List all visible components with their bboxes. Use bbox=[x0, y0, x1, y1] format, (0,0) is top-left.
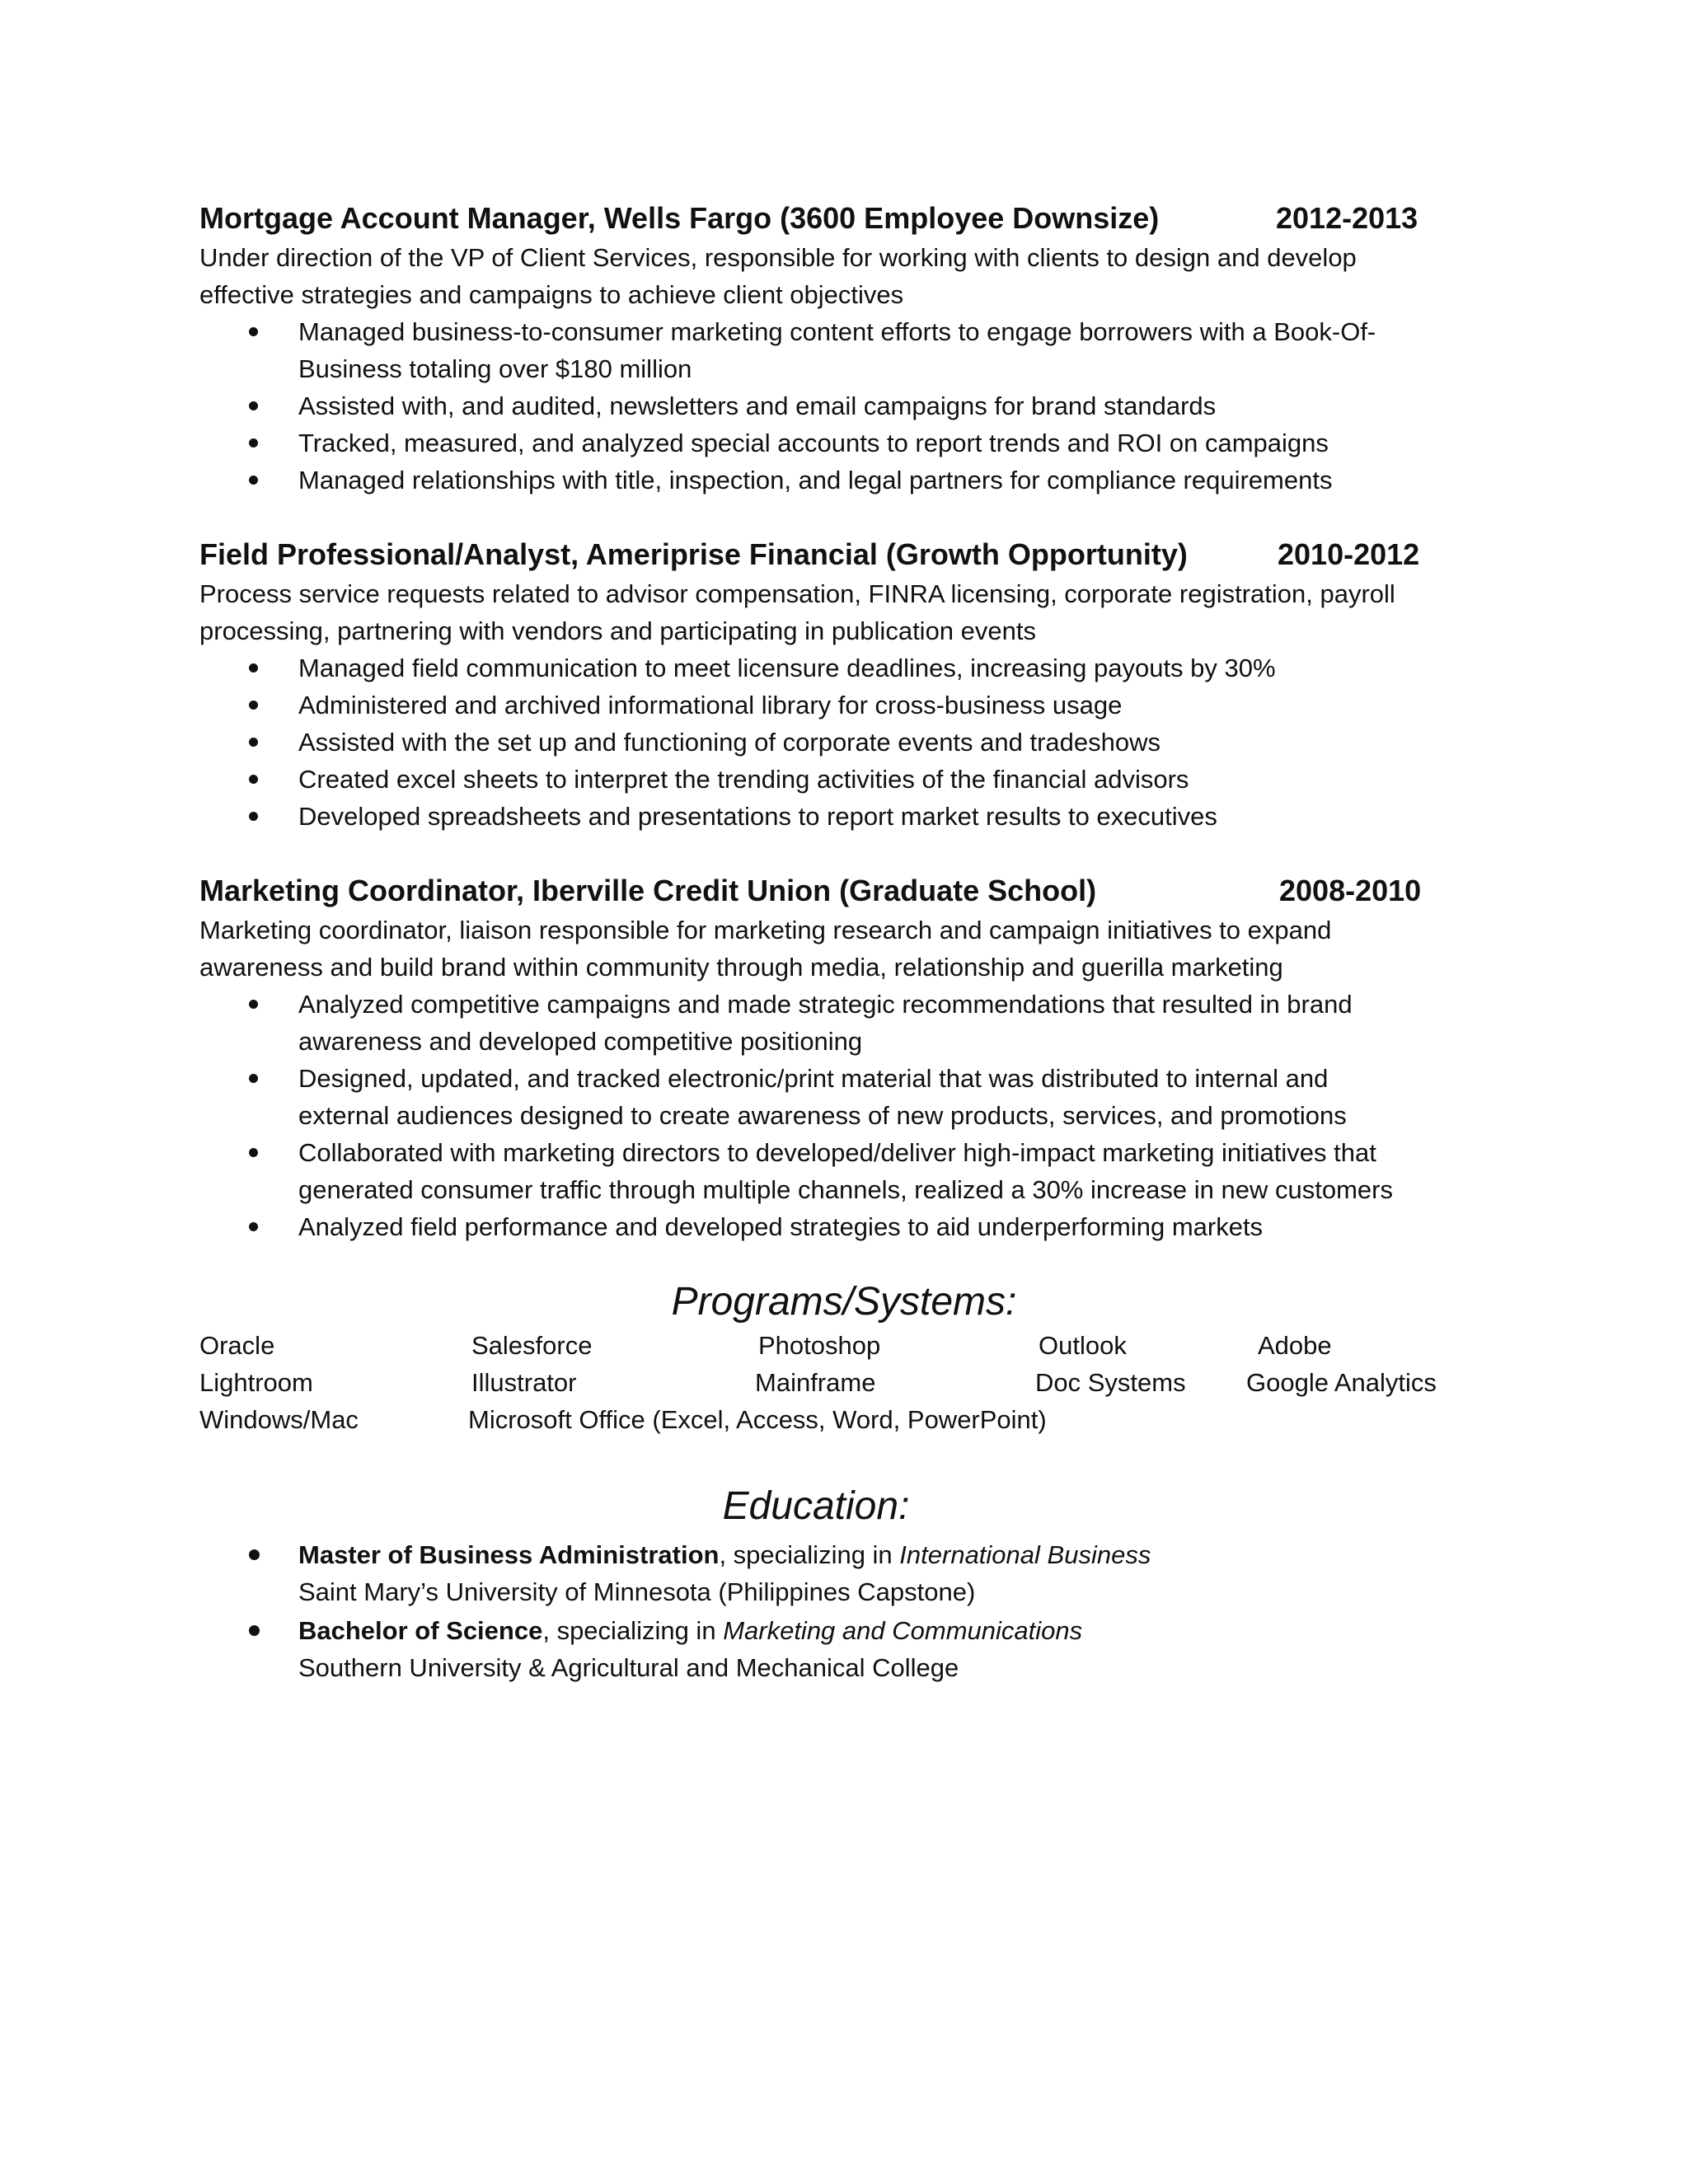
list-item: Managed relationships with title, inspection, and legal partners for compliance requirements bbox=[199, 462, 1485, 499]
program-item: Doc Systems bbox=[1035, 1368, 1186, 1397]
degree-name: Master of Business Administration bbox=[298, 1540, 720, 1569]
program-item: Microsoft Office (Excel, Access, Word, PowerPoint) bbox=[468, 1405, 1047, 1434]
program-item: Google Analytics bbox=[1246, 1368, 1437, 1397]
programs-heading: Programs/Systems: bbox=[671, 1280, 1017, 1324]
list-item: Developed spreadsheets and presentations to report market results to executives bbox=[199, 798, 1485, 835]
list-item: Collaborated with marketing directors to developed/deliver high-impact marketing initiatives that bbox=[199, 1134, 1485, 1171]
list-item-continuation: generated consumer traffic through multiple channels, realized a 30% increase in new customers bbox=[298, 1175, 1393, 1204]
bullet-icon bbox=[249, 1148, 258, 1157]
job-title: Marketing Coordinator, Iberville Credit Union (Graduate School) bbox=[199, 874, 1097, 907]
job-bullet-list bbox=[199, 986, 1485, 1245]
job-header bbox=[199, 198, 1485, 239]
job-years: 2010-2012 bbox=[1278, 537, 1420, 571]
list-item-continuation: Business totaling over $180 million bbox=[298, 354, 692, 383]
bullet-icon bbox=[249, 1625, 260, 1636]
education-heading: Education: bbox=[722, 1484, 910, 1528]
program-item: Photoshop bbox=[758, 1331, 881, 1360]
program-item: Salesforce bbox=[471, 1331, 593, 1360]
bullet-icon bbox=[249, 476, 258, 485]
program-item: Windows/Mac bbox=[199, 1405, 359, 1434]
bullet-icon bbox=[249, 438, 258, 448]
education-list bbox=[199, 1536, 1485, 1686]
job-entry-wells-fargo bbox=[199, 198, 1485, 499]
program-item: Mainframe bbox=[755, 1368, 876, 1397]
list-item: Designed, updated, and tracked electronic/print material that was distributed to internal and bbox=[199, 1060, 1485, 1097]
job-bullet-list bbox=[199, 313, 1485, 499]
bullet-icon bbox=[249, 1000, 258, 1009]
program-item: Oracle bbox=[199, 1331, 275, 1360]
job-summary-line: awareness and build brand within community through media, relationship and guerilla marketing bbox=[199, 953, 1283, 982]
program-item: Illustrator bbox=[471, 1368, 577, 1397]
list-item: Created excel sheets to interpret the trending activities of the financial advisors bbox=[199, 761, 1485, 798]
bullet-icon bbox=[249, 701, 258, 710]
list-item: Managed business-to-consumer marketing content efforts to engage borrowers with a Book-Of- bbox=[199, 313, 1485, 350]
job-summary-line: Marketing coordinator, liaison responsible for marketing research and campaign initiatives to expand bbox=[199, 916, 1332, 944]
list-item: Assisted with the set up and functioning of corporate events and tradeshows bbox=[199, 724, 1485, 761]
bullet-icon bbox=[249, 1549, 260, 1560]
degree-field: International Business bbox=[899, 1540, 1151, 1569]
bullet-icon bbox=[249, 738, 258, 747]
job-summary-line: processing, partnering with vendors and participating in publication events bbox=[199, 616, 1036, 645]
program-item: Adobe bbox=[1258, 1331, 1332, 1360]
list-item-continuation: awareness and developed competitive positioning bbox=[298, 1027, 863, 1056]
job-summary-line: effective strategies and campaigns to achieve client objectives bbox=[199, 280, 904, 309]
job-years: 2012-2013 bbox=[1276, 201, 1418, 235]
job-entry-iberville bbox=[199, 870, 1485, 1245]
degree-field: Marketing and Communications bbox=[723, 1616, 1083, 1645]
job-years: 2008-2010 bbox=[1279, 874, 1422, 907]
job-title: Mortgage Account Manager, Wells Fargo (3600 Employee Downsize) bbox=[199, 201, 1160, 235]
education-item: Master of Business Administration, specializing in International Business bbox=[199, 1536, 1485, 1573]
bullet-icon bbox=[249, 663, 258, 673]
bullet-icon bbox=[249, 327, 258, 336]
bullet-icon bbox=[249, 401, 258, 410]
job-bullet-list bbox=[199, 649, 1485, 835]
bullet-icon bbox=[249, 1074, 258, 1083]
bullet-icon bbox=[249, 1222, 258, 1231]
program-item: Outlook bbox=[1039, 1331, 1127, 1360]
list-item: Tracked, measured, and analyzed special accounts to report trends and ROI on campaigns bbox=[199, 424, 1485, 462]
bullet-icon bbox=[249, 775, 258, 784]
job-header bbox=[199, 870, 1485, 912]
education-school: Saint Mary’s University of Minnesota (Philippines Capstone) bbox=[298, 1577, 976, 1606]
job-entry-ameriprise bbox=[199, 534, 1485, 835]
job-summary-line: Process service requests related to advisor compensation, FINRA licensing, corporate registration, payroll bbox=[199, 579, 1395, 608]
job-title: Field Professional/Analyst, Ameriprise Financial (Growth Opportunity) bbox=[199, 537, 1188, 571]
list-item: Analyzed field performance and developed strategies to aid underperforming markets bbox=[199, 1208, 1485, 1245]
list-item-continuation: external audiences designed to create awareness of new products, services, and promotions bbox=[298, 1101, 1347, 1130]
list-item: Analyzed competitive campaigns and made strategic recommendations that resulted in brand bbox=[199, 986, 1485, 1023]
job-summary-line: Under direction of the VP of Client Services, responsible for working with clients to design and develop bbox=[199, 243, 1357, 272]
list-item: Assisted with, and audited, newsletters and email campaigns for brand standards bbox=[199, 387, 1485, 424]
list-item: Administered and archived informational library for cross-business usage bbox=[199, 687, 1485, 724]
job-header bbox=[199, 534, 1485, 575]
education-item: Bachelor of Science, specializing in Marketing and Communications bbox=[199, 1612, 1485, 1649]
bullet-icon bbox=[249, 812, 258, 821]
list-item: Managed field communication to meet licensure deadlines, increasing payouts by 30% bbox=[199, 649, 1485, 687]
degree-name: Bachelor of Science bbox=[298, 1616, 543, 1645]
education-school: Southern University & Agricultural and Mechanical College bbox=[298, 1653, 959, 1682]
program-item: Lightroom bbox=[199, 1368, 313, 1397]
